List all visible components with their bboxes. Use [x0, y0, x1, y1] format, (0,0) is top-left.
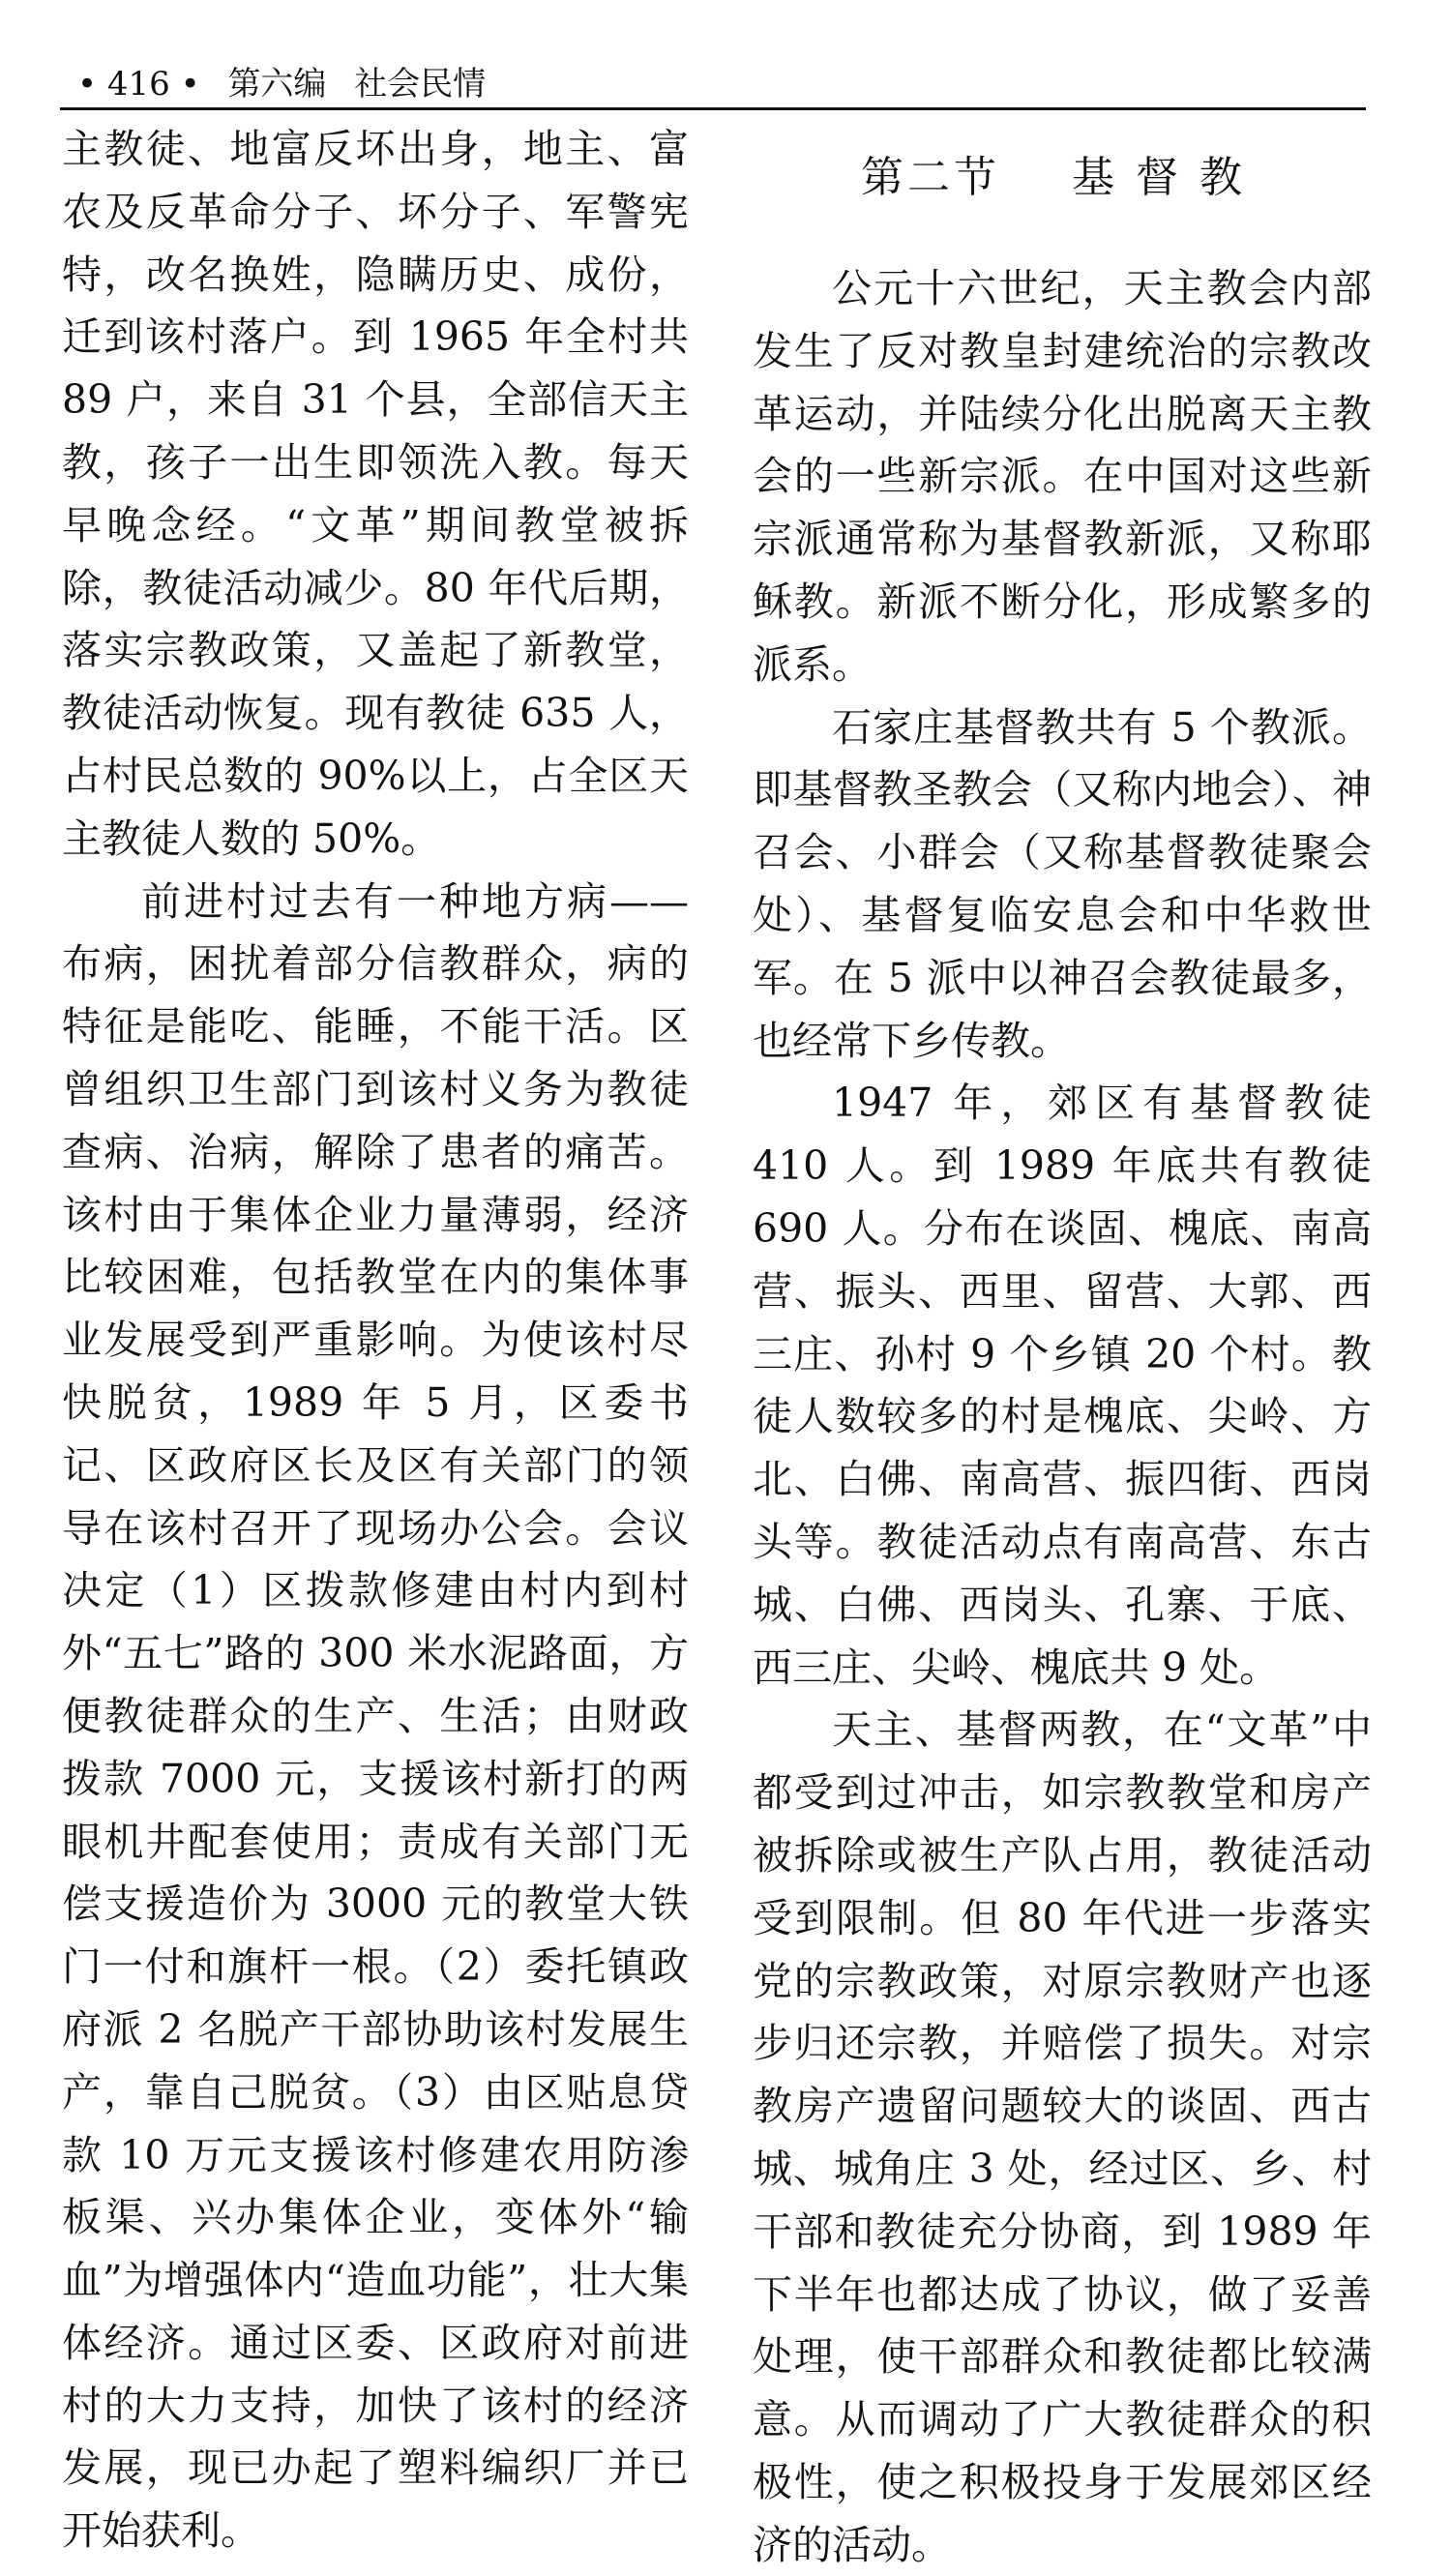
header-rule [60, 107, 1366, 110]
paragraph: 石家庄基督教共有 5 个教派。即基督教圣教会（又称内地会）、神召会、小群会（又称基督教徒聚会处）、基督复临安息会和中华救世军。在 5 派中以神召会教徒最多，也经常下乡传教。 [753, 703, 1372, 1064]
page-number: • 416 • [77, 65, 200, 104]
part-label: 第六编 [227, 65, 327, 104]
paragraph-continued: 主教徒、地富反坏出身，地主、富农及反革命分子、坏分子、军警宪特，改名换姓，隐瞒历史、成份，迁到该村落户。到 1965 年全村共 89 户，来自 31 个县，全部信天主教，孩子一出生即领洗入教。每天早晚念经。“文革”期间教堂被拆除，教徒活动减少。80 年代后期，落实宗教政策，又盖起了新教堂，教徒活动恢复。现有教徒 635 人，占村民总数的 90%以上，占全区天主教徒人数的 50%。 [62, 126, 689, 862]
section-number: 第二节 [861, 153, 1000, 202]
paragraph: 前进村过去有一种地方病——布病，困扰着部分信教群众，病的特征是能吃、能睡，不能干活。区曾组织卫生部门到该村义务为教徒查病、治病，解除了患者的痛苦。该村由于集体企业力量薄弱，经济比较困难，包括教堂在内的集体事业发展受到严重影响。为使该村尽快脱贫，1989 年 5 月，区委书记、区政府区长及区有关部门的领导在该村召开了现场办公会。会议决定（1）区拨款修建由村内到村外“五七”路的 300 米水泥路面，方便教徒群众的生产、生活；由财政拨款 7000 元，支援该村新打的两眼机井配套使用；责成有关部门无偿支援造价为 3000 元的教堂大铁门一付和旗杆一根。（2）委托镇政府派 2 名脱产干部协助该村发展生产，靠自己脱贫。（3）由区贴息贷款 10 万元支援该村修建农用防渗板渠、兴办集体企业，变体外“输血”为增强体内“造血功能”，壮大集体经济。通过区委、区政府对前进村的大力支持，加快了该村的经济发展，现已办起了塑料编织厂并已开始获利。 [62, 877, 689, 2555]
right-column [753, 147, 1372, 2576]
paragraph: 天主、基督两教，在“文革”中都受到过冲击，如宗教教堂和房产被拆除或被生产队占用，教徒活动受到限制。但 80 年代进一步落实党的宗教政策，对原宗教财产也逐步归还宗教，并赔偿了损失。对宗教房产遗留问题较大的谈固、西古城、城角庄 3 处，经过区、乡、村干部和教徒充分协商，到 1989 年下半年也都达成了协议，做了妥善处理，使干部群众和教徒都比较满意。从而调动了广大教徒群众的积极性，使之积极投身于发展郊区经济的活动。 [753, 1706, 1372, 2568]
paragraph: 1947 年，郊区有基督教徒 410 人。到 1989 年底共有教徒 690 人。分布在谈固、槐底、南高营、振头、西里、留营、大郭、西三庄、孙村 9 个乡镇 20 个村。教徒人数较多的村是槐底、尖岭、方北、白佛、南高营、振四街、西岗头等。教徒活动点有南高营、东古城、白佛、西岗头、孔寨、于底、西三庄、尖岭、槐底共 9 处。 [753, 1080, 1372, 1691]
running-header [77, 60, 1364, 108]
section-heading [753, 147, 1372, 209]
left-column [62, 118, 689, 2562]
paragraph: 公元十六世纪，天主教会内部发生了反对教皇封建统治的宗教改革运动，并陆续分化出脱离天主教会的一些新宗派。在中国对这些新宗派通常称为基督教新派，又称耶稣教。新派不断分化，形成繁多的派系。 [753, 265, 1372, 688]
part-title: 社会民情 [354, 65, 487, 104]
section-title: 基督教 [1072, 153, 1263, 202]
